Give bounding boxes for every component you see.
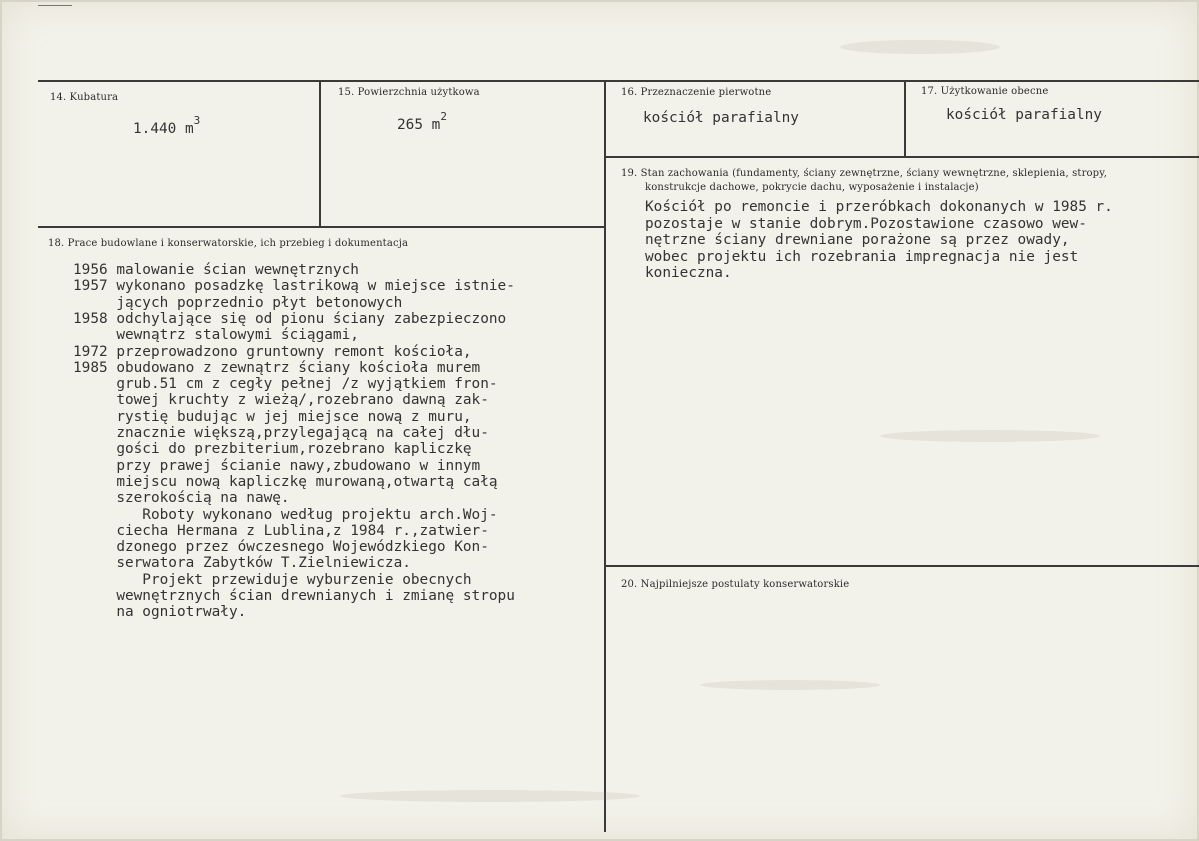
field-16-value: kościół parafialny (643, 110, 799, 126)
typed-line: ciecha Hermana z Lublina,z 1984 r.,zatwier- (73, 522, 489, 539)
field-15-unit-exponent: 2 (440, 110, 447, 123)
typed-line: Kościół po remoncie i przeróbkach dokonanych w 1985 r. (645, 199, 1113, 215)
typed-line: rystię budując w jej miejsce nową z muru, (73, 408, 472, 425)
field-19-text (645, 199, 1195, 299)
field-19-label-line1: 19. Stan zachowania (fundamenty, ściany zewnętrzne, ściany wewnętrzne, sklepienia, stropy, (621, 168, 1108, 179)
typed-line: wobec projektu ich rozebrania impregnacja nie jest (645, 248, 1079, 265)
paper-stain (340, 790, 640, 802)
typed-line: grub.51 cm z cegły pełnej /z wyjątkiem fron- (73, 376, 498, 393)
typed-line: miejscu nową kapliczkę murowaną,otwartą całą (73, 473, 498, 490)
typed-line: szerokością na nawę. (73, 490, 290, 507)
typed-line: gości do prezbiterium,rozebrano kapliczkę (73, 441, 472, 458)
typed-line: towej kruchty z wieżą/,rozebrano dawną zak- (73, 392, 489, 409)
field-16-label: 16. Przeznaczenie pierwotne (621, 87, 772, 98)
field-14-value (133, 114, 200, 137)
typed-line: 1958 odchylające się od pionu ściany zabezpieczono (73, 310, 507, 327)
typed-line: na ogniotrwały. (73, 604, 247, 621)
typed-line: nętrzne ściany drewniane porażone są przez owady, (645, 232, 1070, 248)
typed-line: dzonego przez ówczesnego Wojewódzkiego Kon- (73, 539, 489, 556)
paper-stain (840, 40, 1000, 54)
field-17-label: 17. Użytkowanie obecne (921, 86, 1049, 97)
paper-stain (700, 680, 880, 690)
right-mid-divider (606, 565, 1199, 567)
field-18-text (73, 262, 603, 642)
typed-line: pozostaje w stanie dobrym.Pozostawione czasowo wew- (645, 215, 1087, 232)
typed-line: przy prawej ścianie nawy,zbudowano w innym (73, 457, 481, 474)
row1-divider-left (38, 226, 606, 228)
typed-line: znacznie większą,przylegającą na całej dłu- (73, 425, 489, 441)
field-14-label: 14. Kubatura (50, 92, 119, 103)
field-20-label: 20. Najpilniejsze postulaty konserwatorskie (621, 579, 850, 590)
paper-stain (880, 430, 1100, 442)
center-divider (604, 80, 606, 832)
divider-14-15 (319, 80, 321, 227)
divider-16-17 (904, 80, 906, 157)
typed-line: wewnątrz stalowymi ściągami, (73, 327, 359, 344)
typed-line: jących poprzednio płyt betonowych (73, 294, 403, 311)
field-15-number: 265 m (397, 117, 441, 133)
top-divider (38, 80, 1199, 82)
typed-line: Roboty wykonano według projektu arch.Woj- (73, 506, 498, 523)
typed-line: 1956 malowanie ścian wewnętrznych (73, 262, 359, 278)
typed-line: 1985 obudowano z zewnątrz ściany kościoła murem (73, 359, 481, 376)
typed-line: 1972 przeprowadzono gruntowny remont kościoła, (73, 343, 472, 360)
typed-line: konieczna. (645, 265, 732, 281)
typed-line: Projekt przewiduje wyburzenie obecnych (73, 571, 472, 588)
field-15-label: 15. Powierzchnia użytkowa (338, 87, 480, 98)
field-14-unit-exponent: 3 (193, 114, 201, 127)
row1-divider-right (606, 156, 1199, 158)
field-15-value (397, 110, 447, 133)
field-14-number: 1.440 m (133, 121, 194, 137)
typed-line: 1957 wykonano posadzkę lastrikową w miejsce istnie- (73, 278, 515, 295)
field-18-label: 18. Prace budowlane i konserwatorskie, ich przebieg i dokumentacja (48, 238, 409, 249)
field-19-label-line2: konstrukcje dachowe, pokrycie dachu, wyposażenie i instalacje) (645, 182, 979, 193)
typed-line: wewnętrznych ścian drewnianych i zmianę stropu (73, 588, 515, 604)
top-edge-mark (38, 5, 72, 6)
typed-line: serwatora Zabytków T.Zielniewicza. (73, 555, 411, 572)
field-17-value: kościół parafialny (946, 107, 1102, 123)
